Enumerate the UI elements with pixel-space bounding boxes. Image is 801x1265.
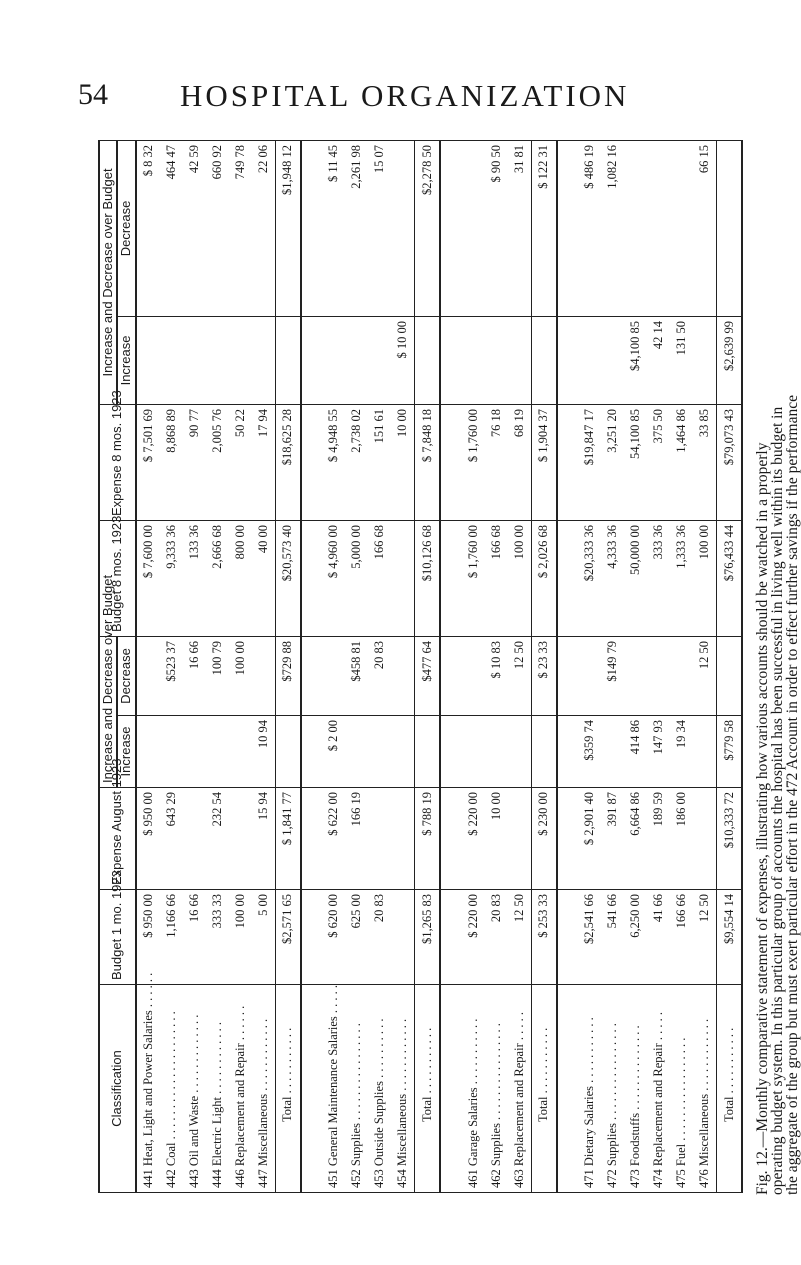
table-body bbox=[136, 140, 743, 1192]
increase-month-cell: 10 94 bbox=[252, 716, 276, 788]
increase-8mos-cell bbox=[601, 316, 624, 404]
caption-line: Fig. 12.—Monthly comparative statement of expenses, illustrating how various accounts should be watched in a properly bbox=[754, 442, 771, 1195]
decrease-8mos-cell: 31 81 bbox=[508, 140, 532, 316]
budget-1mo-cell: 5 00 bbox=[252, 890, 276, 985]
total-row bbox=[415, 140, 440, 1192]
expense-8mos-cell: $ 1,760 00 bbox=[462, 404, 485, 520]
increase-month-cell: 414 86 bbox=[624, 716, 647, 788]
budget-1mo-cell: 625 00 bbox=[345, 890, 368, 985]
increase-8mos-cell bbox=[531, 316, 556, 404]
empty-cell bbox=[557, 520, 578, 636]
expense-table-rotated bbox=[98, 141, 743, 1193]
budget-1mo-cell: 16 66 bbox=[183, 890, 206, 985]
increase-8mos-cell bbox=[160, 316, 183, 404]
page-title: HOSPITAL ORGANIZATION bbox=[180, 78, 630, 113]
expense-august-cell: 232 54 bbox=[206, 788, 229, 890]
header-increase-8mos: Increase bbox=[117, 316, 135, 404]
table-row bbox=[160, 140, 183, 1192]
header-increase-month: Increase bbox=[117, 716, 135, 788]
table-row bbox=[391, 140, 415, 1192]
decrease-8mos-cell: 464 47 bbox=[160, 140, 183, 316]
expense-8mos-cell: 68 19 bbox=[508, 404, 532, 520]
increase-month-cell bbox=[229, 716, 252, 788]
budget-8mos-cell: 50,000 00 bbox=[624, 520, 647, 636]
budget-8mos-cell: 1,333 36 bbox=[670, 520, 693, 636]
table-row bbox=[183, 140, 206, 1192]
increase-month-cell bbox=[136, 716, 161, 788]
increase-8mos-cell bbox=[693, 316, 717, 404]
decrease-8mos-cell: $2,278 50 bbox=[415, 140, 440, 316]
increase-8mos-cell bbox=[578, 316, 601, 404]
increase-8mos-cell bbox=[415, 316, 440, 404]
expense-8mos-cell: 2,738 02 bbox=[345, 404, 368, 520]
expense-8mos-cell: 50 22 bbox=[229, 404, 252, 520]
expense-8mos-cell: 375 50 bbox=[647, 404, 670, 520]
classification-cell: 473 Foodstuffs . . . . . . . . . . . . . . bbox=[624, 985, 647, 1193]
increase-month-cell: 147 93 bbox=[647, 716, 670, 788]
table-row bbox=[647, 140, 670, 1192]
classification-cell: 461 Garage Salaries . . . . . . . . . . . bbox=[462, 985, 485, 1193]
increase-8mos-cell: $2,639 99 bbox=[717, 316, 742, 404]
decrease-month-cell: $ 10 83 bbox=[485, 636, 508, 715]
decrease-8mos-cell: 22 06 bbox=[252, 140, 276, 316]
decrease-month-cell bbox=[391, 636, 415, 715]
decrease-8mos-cell: 15 07 bbox=[368, 140, 391, 316]
budget-1mo-cell: 333 33 bbox=[206, 890, 229, 985]
budget-8mos-cell: 166 68 bbox=[485, 520, 508, 636]
budget-1mo-cell: $1,265 83 bbox=[415, 890, 440, 985]
decrease-month-cell: 12 50 bbox=[508, 636, 532, 715]
classification-cell: Total . . . . . . . . . . . bbox=[415, 985, 440, 1193]
expense-august-cell: $ 950 00 bbox=[136, 788, 161, 890]
empty-cell bbox=[440, 716, 461, 788]
budget-8mos-cell: 166 68 bbox=[368, 520, 391, 636]
budget-1mo-cell: 6,250 00 bbox=[624, 890, 647, 985]
classification-cell: 454 Miscellaneous . . . . . . . . . . . . bbox=[391, 985, 415, 1193]
empty-cell bbox=[301, 316, 322, 404]
budget-8mos-cell: $20,573 40 bbox=[276, 520, 301, 636]
budget-1mo-cell: 12 50 bbox=[508, 890, 532, 985]
decrease-month-cell bbox=[136, 636, 161, 715]
decrease-month-cell bbox=[647, 636, 670, 715]
empty-cell bbox=[557, 985, 578, 1193]
increase-8mos-cell bbox=[183, 316, 206, 404]
budget-1mo-cell bbox=[391, 890, 415, 985]
budget-1mo-cell: $2,571 65 bbox=[276, 890, 301, 985]
increase-8mos-cell bbox=[206, 316, 229, 404]
decrease-8mos-cell bbox=[647, 140, 670, 316]
budget-8mos-cell: 40 00 bbox=[252, 520, 276, 636]
classification-cell: Total . . . . . . . . . . . bbox=[276, 985, 301, 1193]
budget-1mo-cell: 20 83 bbox=[485, 890, 508, 985]
empty-cell bbox=[440, 316, 461, 404]
budget-1mo-cell: 541 66 bbox=[601, 890, 624, 985]
increase-month-cell bbox=[345, 716, 368, 788]
expense-august-cell: 186 00 bbox=[670, 788, 693, 890]
empty-cell bbox=[301, 404, 322, 520]
expense-8mos-cell: 1,464 86 bbox=[670, 404, 693, 520]
header-budget-8mos: Budget 8 mos. 1923 bbox=[99, 520, 136, 636]
budget-1mo-cell: 100 00 bbox=[229, 890, 252, 985]
expense-8mos-cell: 3,251 20 bbox=[601, 404, 624, 520]
decrease-8mos-cell bbox=[670, 140, 693, 316]
decrease-month-cell: $523 37 bbox=[160, 636, 183, 715]
expense-august-cell: 643 29 bbox=[160, 788, 183, 890]
increase-month-cell bbox=[485, 716, 508, 788]
table-row bbox=[136, 140, 161, 1192]
header-expense-8mos: Expense 8 mos. 1923 bbox=[99, 404, 136, 520]
expense-8mos-cell: 54,100 85 bbox=[624, 404, 647, 520]
expense-august-cell: 166 19 bbox=[345, 788, 368, 890]
expense-8mos-cell: 76 18 bbox=[485, 404, 508, 520]
decrease-month-cell: $458 81 bbox=[345, 636, 368, 715]
budget-8mos-cell: 100 00 bbox=[693, 520, 717, 636]
empty-cell bbox=[440, 404, 461, 520]
classification-cell: 476 Miscellaneous . . . . . . . . . . . . bbox=[693, 985, 717, 1193]
classification-cell: 442 Coal . . . . . . . . . . . . . . . . . . . . . bbox=[160, 985, 183, 1193]
budget-8mos-cell: $76,433 44 bbox=[717, 520, 742, 636]
budget-8mos-cell: $10,126 68 bbox=[415, 520, 440, 636]
table-row bbox=[624, 140, 647, 1192]
expense-8mos-cell: 33 85 bbox=[693, 404, 717, 520]
empty-cell bbox=[301, 140, 322, 316]
section-separator bbox=[440, 140, 461, 1192]
expense-august-cell: 6,664 86 bbox=[624, 788, 647, 890]
header-expense-august: Expense August 1923 bbox=[99, 788, 136, 890]
increase-8mos-cell: $4,100 85 bbox=[624, 316, 647, 404]
empty-cell bbox=[440, 636, 461, 715]
decrease-month-cell: 12 50 bbox=[693, 636, 717, 715]
budget-1mo-cell: $ 950 00 bbox=[136, 890, 161, 985]
header-classification: Classification bbox=[99, 985, 136, 1193]
increase-8mos-cell bbox=[252, 316, 276, 404]
budget-8mos-cell: $20,333 36 bbox=[578, 520, 601, 636]
header-decrease-8mos: Decrease bbox=[117, 140, 135, 316]
increase-month-cell bbox=[160, 716, 183, 788]
expense-table bbox=[98, 140, 743, 1193]
empty-cell bbox=[557, 140, 578, 316]
increase-8mos-cell bbox=[322, 316, 345, 404]
budget-1mo-cell: 20 83 bbox=[368, 890, 391, 985]
classification-cell: 444 Electric Light . . . . . . . . . . . . bbox=[206, 985, 229, 1193]
classification-cell: 472 Supplies . . . . . . . . . . . . . . . . bbox=[601, 985, 624, 1193]
decrease-8mos-cell bbox=[624, 140, 647, 316]
decrease-8mos-cell: 660 92 bbox=[206, 140, 229, 316]
increase-month-cell: 19 34 bbox=[670, 716, 693, 788]
decrease-month-cell bbox=[717, 636, 742, 715]
budget-8mos-cell: 100 00 bbox=[508, 520, 532, 636]
budget-8mos-cell: 9,333 36 bbox=[160, 520, 183, 636]
budget-1mo-cell: 1,166 66 bbox=[160, 890, 183, 985]
expense-august-cell: $ 220 00 bbox=[462, 788, 485, 890]
increase-month-cell: $779 58 bbox=[717, 716, 742, 788]
increase-8mos-cell bbox=[368, 316, 391, 404]
classification-cell: 462 Supplies . . . . . . . . . . . . . . . . bbox=[485, 985, 508, 1193]
table-row bbox=[508, 140, 532, 1192]
classification-cell: 453 Outside Supplies . . . . . . . . . . bbox=[368, 985, 391, 1193]
table-row bbox=[345, 140, 368, 1192]
decrease-8mos-cell: $1,948 12 bbox=[276, 140, 301, 316]
header-budget-1mo: Budget 1 mo. 1923 bbox=[99, 890, 136, 985]
decrease-8mos-cell: 66 15 bbox=[693, 140, 717, 316]
decrease-month-cell bbox=[462, 636, 485, 715]
expense-august-cell: $10,333 72 bbox=[717, 788, 742, 890]
budget-8mos-cell: 2,666 68 bbox=[206, 520, 229, 636]
decrease-month-cell: $ 23 33 bbox=[531, 636, 556, 715]
decrease-8mos-cell: 1,082 16 bbox=[601, 140, 624, 316]
expense-8mos-cell: $ 1,904 37 bbox=[531, 404, 556, 520]
expense-august-cell: $ 622 00 bbox=[322, 788, 345, 890]
decrease-8mos-cell: $ 486 19 bbox=[578, 140, 601, 316]
classification-cell: 474 Replacement and Repair . . . . . bbox=[647, 985, 670, 1193]
budget-8mos-cell: 333 36 bbox=[647, 520, 670, 636]
budget-1mo-cell: $9,554 14 bbox=[717, 890, 742, 985]
budget-8mos-cell: $ 1,760 00 bbox=[462, 520, 485, 636]
total-row bbox=[531, 140, 556, 1192]
empty-cell bbox=[557, 716, 578, 788]
classification-cell: Total . . . . . . . . . . . bbox=[531, 985, 556, 1193]
increase-8mos-cell: $ 10 00 bbox=[391, 316, 415, 404]
decrease-8mos-cell: 42 59 bbox=[183, 140, 206, 316]
empty-cell bbox=[301, 636, 322, 715]
increase-8mos-cell: 131 50 bbox=[670, 316, 693, 404]
classification-cell: Total . . . . . . . . . . . bbox=[717, 985, 742, 1193]
expense-august-cell: $ 230 00 bbox=[531, 788, 556, 890]
expense-8mos-cell: $ 7,501 69 bbox=[136, 404, 161, 520]
budget-1mo-cell: 12 50 bbox=[693, 890, 717, 985]
classification-cell: 451 General Maintenance Salaries . . . . . bbox=[322, 985, 345, 1193]
increase-month-cell: $ 2 00 bbox=[322, 716, 345, 788]
expense-august-cell bbox=[391, 788, 415, 890]
classification-cell: 447 Miscellaneous . . . . . . . . . . . . bbox=[252, 985, 276, 1193]
budget-8mos-cell: $ 2,026 68 bbox=[531, 520, 556, 636]
classification-cell: 443 Oil and Waste . . . . . . . . . . . . . bbox=[183, 985, 206, 1193]
decrease-month-cell bbox=[624, 636, 647, 715]
section-separator bbox=[557, 140, 578, 1192]
expense-8mos-cell: $19,847 17 bbox=[578, 404, 601, 520]
expense-8mos-cell: 10 00 bbox=[391, 404, 415, 520]
table-row bbox=[670, 140, 693, 1192]
increase-8mos-cell bbox=[345, 316, 368, 404]
expense-8mos-cell: 8,868 89 bbox=[160, 404, 183, 520]
empty-cell bbox=[557, 404, 578, 520]
increase-8mos-cell: 42 14 bbox=[647, 316, 670, 404]
expense-8mos-cell: 17 94 bbox=[252, 404, 276, 520]
header-incdec-month: Increase and Decrease over Budget bbox=[99, 636, 117, 787]
expense-august-cell bbox=[693, 788, 717, 890]
increase-month-cell bbox=[391, 716, 415, 788]
total-row bbox=[717, 140, 742, 1192]
section-separator bbox=[301, 140, 322, 1192]
expense-august-cell: 189 59 bbox=[647, 788, 670, 890]
expense-8mos-cell: $18,625 28 bbox=[276, 404, 301, 520]
empty-cell bbox=[557, 890, 578, 985]
classification-cell: 452 Supplies . . . . . . . . . . . . . . . . bbox=[345, 985, 368, 1193]
decrease-8mos-cell bbox=[717, 140, 742, 316]
empty-cell bbox=[301, 890, 322, 985]
decrease-month-cell: $477 64 bbox=[415, 636, 440, 715]
table-row bbox=[578, 140, 601, 1192]
classification-cell: 441 Heat, Light and Power Salaries . . . . . . bbox=[136, 985, 161, 1193]
empty-cell bbox=[440, 985, 461, 1193]
table-row bbox=[368, 140, 391, 1192]
increase-8mos-cell bbox=[276, 316, 301, 404]
expense-8mos-cell: 2,005 76 bbox=[206, 404, 229, 520]
increase-month-cell bbox=[368, 716, 391, 788]
expense-august-cell bbox=[229, 788, 252, 890]
expense-august-cell: 391 87 bbox=[601, 788, 624, 890]
increase-month-cell: $359 74 bbox=[578, 716, 601, 788]
table-row bbox=[252, 140, 276, 1192]
budget-8mos-cell: 133 36 bbox=[183, 520, 206, 636]
empty-cell bbox=[557, 316, 578, 404]
increase-8mos-cell bbox=[136, 316, 161, 404]
decrease-month-cell: 100 00 bbox=[229, 636, 252, 715]
empty-cell bbox=[301, 520, 322, 636]
empty-cell bbox=[301, 788, 322, 890]
decrease-8mos-cell: $ 90 50 bbox=[485, 140, 508, 316]
decrease-8mos-cell: 2,261 98 bbox=[345, 140, 368, 316]
empty-cell bbox=[440, 520, 461, 636]
empty-cell bbox=[440, 140, 461, 316]
increase-month-cell bbox=[693, 716, 717, 788]
total-row bbox=[276, 140, 301, 1192]
increase-8mos-cell bbox=[485, 316, 508, 404]
expense-8mos-cell: $79,073 43 bbox=[717, 404, 742, 520]
decrease-month-cell: 100 79 bbox=[206, 636, 229, 715]
decrease-month-cell bbox=[670, 636, 693, 715]
caption-line: the aggregate of the group but must exert particular effort in the 472 Account in order to effect further savings if the performance bbox=[784, 395, 801, 1195]
expense-8mos-cell: $ 4,948 55 bbox=[322, 404, 345, 520]
decrease-8mos-cell: 749 78 bbox=[229, 140, 252, 316]
classification-cell: 463 Replacement and Repair . . . . . bbox=[508, 985, 532, 1193]
classification-cell: 446 Replacement and Repair . . . . . . bbox=[229, 985, 252, 1193]
increase-8mos-cell bbox=[229, 316, 252, 404]
decrease-month-cell: 16 66 bbox=[183, 636, 206, 715]
table-row bbox=[462, 140, 485, 1192]
increase-month-cell bbox=[276, 716, 301, 788]
expense-august-cell bbox=[183, 788, 206, 890]
budget-1mo-cell: 41 66 bbox=[647, 890, 670, 985]
decrease-month-cell bbox=[322, 636, 345, 715]
budget-1mo-cell: $2,541 66 bbox=[578, 890, 601, 985]
decrease-month-cell: 20 83 bbox=[368, 636, 391, 715]
increase-month-cell bbox=[415, 716, 440, 788]
expense-august-cell: $ 788 19 bbox=[415, 788, 440, 890]
budget-8mos-cell bbox=[391, 520, 415, 636]
expense-august-cell bbox=[368, 788, 391, 890]
decrease-month-cell: $149 79 bbox=[601, 636, 624, 715]
increase-month-cell bbox=[601, 716, 624, 788]
budget-8mos-cell: $ 7,600 00 bbox=[136, 520, 161, 636]
header-incdec-8mos: Increase and Decrease over Budget bbox=[99, 140, 117, 404]
table-row bbox=[206, 140, 229, 1192]
decrease-month-cell bbox=[252, 636, 276, 715]
classification-cell: 471 Dietary Salaries . . . . . . . . . . . bbox=[578, 985, 601, 1193]
table-row bbox=[485, 140, 508, 1192]
expense-august-cell: 10 00 bbox=[485, 788, 508, 890]
table-row bbox=[693, 140, 717, 1192]
figure-caption bbox=[755, 95, 800, 1195]
empty-cell bbox=[301, 985, 322, 1193]
empty-cell bbox=[440, 788, 461, 890]
expense-august-cell bbox=[508, 788, 532, 890]
page-number: 54 bbox=[78, 78, 108, 111]
budget-8mos-cell: $ 4,960 00 bbox=[322, 520, 345, 636]
increase-month-cell bbox=[508, 716, 532, 788]
decrease-8mos-cell bbox=[462, 140, 485, 316]
decrease-month-cell: $729 88 bbox=[276, 636, 301, 715]
empty-cell bbox=[557, 788, 578, 890]
budget-8mos-cell: 4,333 36 bbox=[601, 520, 624, 636]
expense-august-cell: 15 94 bbox=[252, 788, 276, 890]
budget-8mos-cell: 800 00 bbox=[229, 520, 252, 636]
decrease-8mos-cell: $ 11 45 bbox=[322, 140, 345, 316]
decrease-month-cell bbox=[578, 636, 601, 715]
empty-cell bbox=[301, 716, 322, 788]
increase-8mos-cell bbox=[508, 316, 532, 404]
decrease-8mos-cell: $ 8 32 bbox=[136, 140, 161, 316]
budget-1mo-cell: $ 253 33 bbox=[531, 890, 556, 985]
budget-1mo-cell: $ 220 00 bbox=[462, 890, 485, 985]
empty-cell bbox=[557, 636, 578, 715]
caption-line: operating budget system. In this particular group of accounts the hospital has been successful in living well within its budget in bbox=[769, 406, 786, 1195]
table-row bbox=[322, 140, 345, 1192]
empty-cell bbox=[440, 890, 461, 985]
classification-cell: 475 Fuel . . . . . . . . . . . . . . . . . bbox=[670, 985, 693, 1193]
decrease-8mos-cell bbox=[391, 140, 415, 316]
expense-august-cell: $ 2,901 40 bbox=[578, 788, 601, 890]
budget-1mo-cell: $ 620 00 bbox=[322, 890, 345, 985]
increase-8mos-cell bbox=[462, 316, 485, 404]
expense-august-cell: $ 1,841 77 bbox=[276, 788, 301, 890]
increase-month-cell bbox=[531, 716, 556, 788]
expense-8mos-cell: $ 7,848 18 bbox=[415, 404, 440, 520]
expense-8mos-cell: 151 61 bbox=[368, 404, 391, 520]
increase-month-cell bbox=[183, 716, 206, 788]
header-decrease-month: Decrease bbox=[117, 636, 135, 715]
budget-8mos-cell: 5,000 00 bbox=[345, 520, 368, 636]
increase-month-cell bbox=[206, 716, 229, 788]
expense-8mos-cell: 90 77 bbox=[183, 404, 206, 520]
budget-1mo-cell: 166 66 bbox=[670, 890, 693, 985]
table-row bbox=[601, 140, 624, 1192]
increase-month-cell bbox=[462, 716, 485, 788]
table-row bbox=[229, 140, 252, 1192]
decrease-8mos-cell: $ 122 31 bbox=[531, 140, 556, 316]
